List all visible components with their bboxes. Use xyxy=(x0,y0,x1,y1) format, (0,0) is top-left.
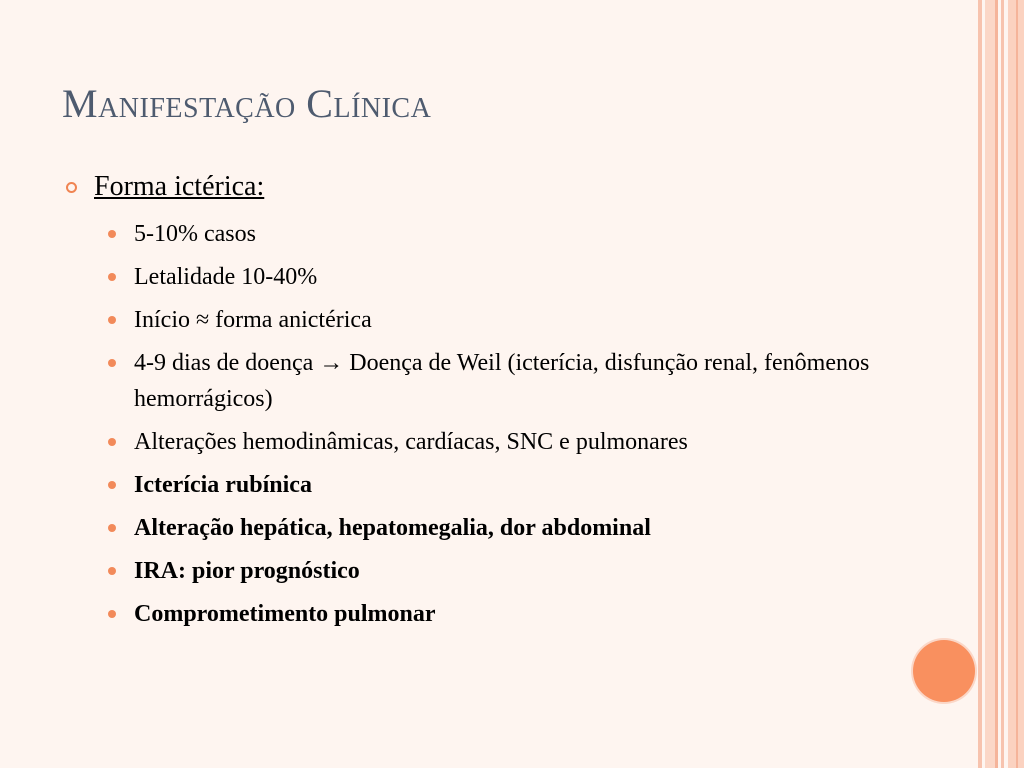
list-item xyxy=(134,510,922,546)
bullet-dot-icon xyxy=(108,230,116,238)
list-item-text: Letalidade 10-40% xyxy=(134,264,318,290)
list-item-text: 5-10% casos xyxy=(134,221,256,247)
decorative-stripe xyxy=(985,0,995,768)
slide-content xyxy=(62,168,922,639)
list-item xyxy=(134,596,922,632)
list-item xyxy=(134,467,922,503)
bullet-dot-icon xyxy=(108,316,116,324)
list-item xyxy=(134,553,922,589)
list-item-text: Alterações hemodinâmicas, cardíacas, SNC e pulmonares xyxy=(134,429,688,455)
list-item-text: Alteração hepática, hepatomegalia, dor abdominal xyxy=(134,515,651,541)
bullet-dot-icon xyxy=(108,273,116,281)
list-item xyxy=(134,216,922,252)
bullet-dot-icon xyxy=(108,359,116,367)
bullet-dot-icon xyxy=(108,438,116,446)
section-heading: Forma ictérica: xyxy=(94,171,265,202)
decorative-stripe xyxy=(978,0,982,768)
list-item-text: IRA: pior prognóstico xyxy=(134,558,360,584)
bullet-dot-icon xyxy=(108,481,116,489)
ring-bullet-icon xyxy=(66,182,77,193)
bullet-dot-icon xyxy=(108,524,116,532)
level1-bullet xyxy=(62,168,922,206)
decorative-circle xyxy=(913,640,975,702)
decorative-stripe xyxy=(1016,0,1018,768)
list-item-text: Comprometimento pulmonar xyxy=(134,601,436,627)
decorative-stripe xyxy=(1001,0,1004,768)
list-item-text: 4-9 dias de doença → Doença de Weil (icterícia, disfunção renal, fenômenos hemorrágicos) xyxy=(134,350,870,412)
decorative-stripe xyxy=(995,0,998,768)
list-item xyxy=(134,424,922,460)
bullet-dot-icon xyxy=(108,567,116,575)
bullet-dot-icon xyxy=(108,610,116,618)
list-item xyxy=(134,302,922,338)
bullet-list xyxy=(62,216,922,632)
list-item xyxy=(134,345,922,417)
list-item-text: Início ≈ forma anictérica xyxy=(134,307,372,333)
list-item xyxy=(134,259,922,295)
list-item-text: Icterícia rubínica xyxy=(134,472,312,498)
slide-title: Manifestação Clínica xyxy=(62,81,432,126)
